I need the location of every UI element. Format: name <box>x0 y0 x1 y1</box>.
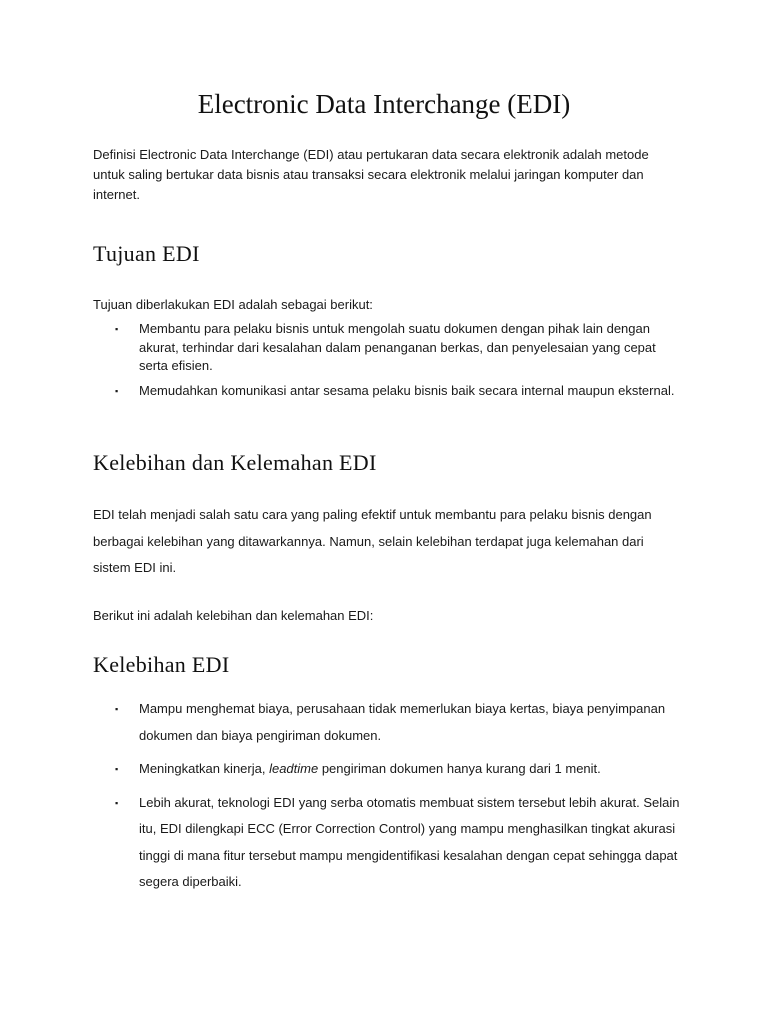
list-item-text: Mampu menghemat biaya, perusahaan tidak memerlukan biaya kertas, biaya penyimpanan dokumen dan biaya pengiriman dokumen. <box>139 701 666 743</box>
kelebihan-list <box>93 696 683 903</box>
list-item <box>93 790 683 896</box>
bullet-icon: ▪ <box>115 385 119 396</box>
intro-paragraph: Definisi Electronic Data Interchange (EDI) atau pertukaran data secara elektronik adalah metode untuk saling bertukar data bisnis atau transaksi secara elektronik melalui jaringan komputer dan internet. <box>93 147 649 202</box>
list-item-text: Lebih akurat, teknologi EDI yang serba otomatis membuat sistem tersebut lebih akurat. Selain itu, EDI dilengkapi ECC (Error Correction Control) yang mampu menghasilkan tingkat akurasi tinggi di mana fitur tersebut mampu mengidentifikasi kesalahan dengan cepat sehingga dapat segera diperbaiki. <box>139 794 680 889</box>
heading-tujuan: Tujuan EDI <box>93 241 200 266</box>
list-item <box>93 696 683 749</box>
tujuan-list <box>93 320 683 406</box>
heading-kelebihan: Kelebihan EDI <box>93 652 230 677</box>
heading-kelebihan-kelemahan: Kelebihan dan Kelemahan EDI <box>93 450 377 475</box>
list-item-text-start: Meningkatkan kinerja, <box>139 761 270 776</box>
bullet-icon: ▪ <box>115 764 119 774</box>
bullet-icon: ▪ <box>115 704 119 714</box>
kelebihan-kelemahan-lead: Berikut ini adalah kelebihan dan kelemahan EDI: <box>93 608 374 623</box>
document-title: Electronic Data Interchange (EDI) <box>197 89 571 119</box>
list-item <box>93 320 683 376</box>
list-item-text: Memudahkan komunikasi antar sesama pelaku bisnis baik secara internal maupun eksternal. <box>139 382 675 398</box>
bullet-icon: ▪ <box>115 324 119 334</box>
list-item-emphasis: leadtime <box>269 761 319 776</box>
list-item-text: Membantu para pelaku bisnis untuk mengolah suatu dokumen dengan pihak lain dengan akurat, terhindar dari kesalahan dalam penanganan berkas, dan penyelesaian yang cepat serta efisien. <box>139 321 656 373</box>
list-item <box>93 756 683 783</box>
kelebihan-kelemahan-paragraph: EDI telah menjadi salah satu cara yang paling efektif untuk membantu para pelaku bisnis dengan berbagai kelebihan yang ditawarkannya. Namun, selain kelebihan terdapat juga kelemahan dari sistem EDI ini. <box>93 507 652 575</box>
list-item <box>93 382 683 401</box>
list-item-text-end: pengiriman dokumen hanya kurang dari 1 menit. <box>318 761 601 776</box>
bullet-icon: ▪ <box>115 797 119 808</box>
tujuan-lead: Tujuan diberlakukan EDI adalah sebagai berikut: <box>93 297 373 312</box>
